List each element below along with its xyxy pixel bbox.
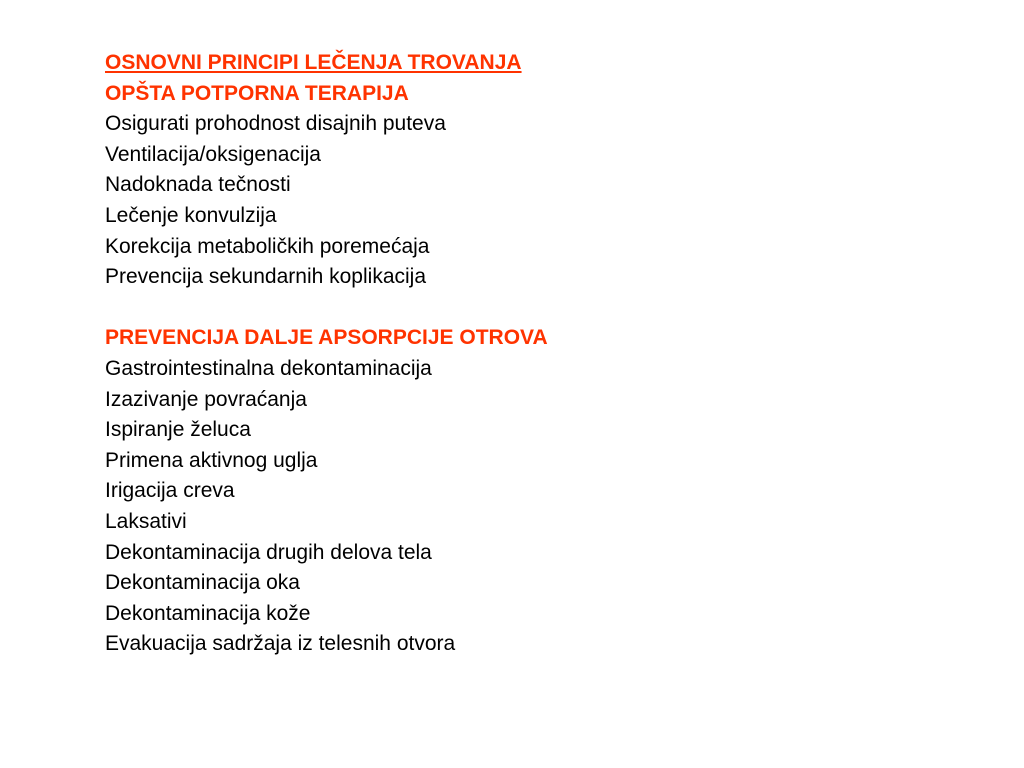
list-item: Irigacija creva: [105, 479, 235, 503]
list-item: Lečenje konvulzija: [105, 203, 277, 227]
list-item: Dekontaminacija drugih delova tela: [105, 540, 432, 564]
list-item: Laksativi: [105, 509, 187, 533]
list-item: Primena aktivnog uglja: [105, 448, 318, 472]
list-item: Gastrointestinalna dekontaminacija: [105, 356, 432, 380]
section-heading-absorption-prevention: PREVENCIJA DALJE APSORPCIJE OTROVA: [105, 326, 548, 350]
list-item: Nadoknada tečnosti: [105, 173, 291, 197]
section-heading-supportive-therapy: OPŠTA POTPORNA TERAPIJA: [105, 81, 409, 105]
list-item: Osigurati prohodnost disajnih puteva: [105, 112, 446, 136]
list-item: Korekcija metaboličkih poremećaja: [105, 234, 430, 258]
list-item: Ventilacija/oksigenacija: [105, 142, 321, 166]
list-item: Dekontaminacija oka: [105, 571, 300, 595]
slide-content: [105, 48, 1005, 660]
list-item: Prevencija sekundarnih koplikacija: [105, 265, 427, 289]
list-item: Izazivanje povraćanja: [105, 387, 307, 411]
list-item: Dekontaminacija kože: [105, 601, 311, 625]
list-item: Ispiranje želuca: [105, 418, 251, 442]
main-title: OSNOVNI PRINCIPI LEČENJA TROVANJA: [105, 51, 522, 74]
list-item: Evakuacija sadržaja iz telesnih otvora: [105, 632, 456, 656]
section-spacer: [105, 293, 1005, 324]
